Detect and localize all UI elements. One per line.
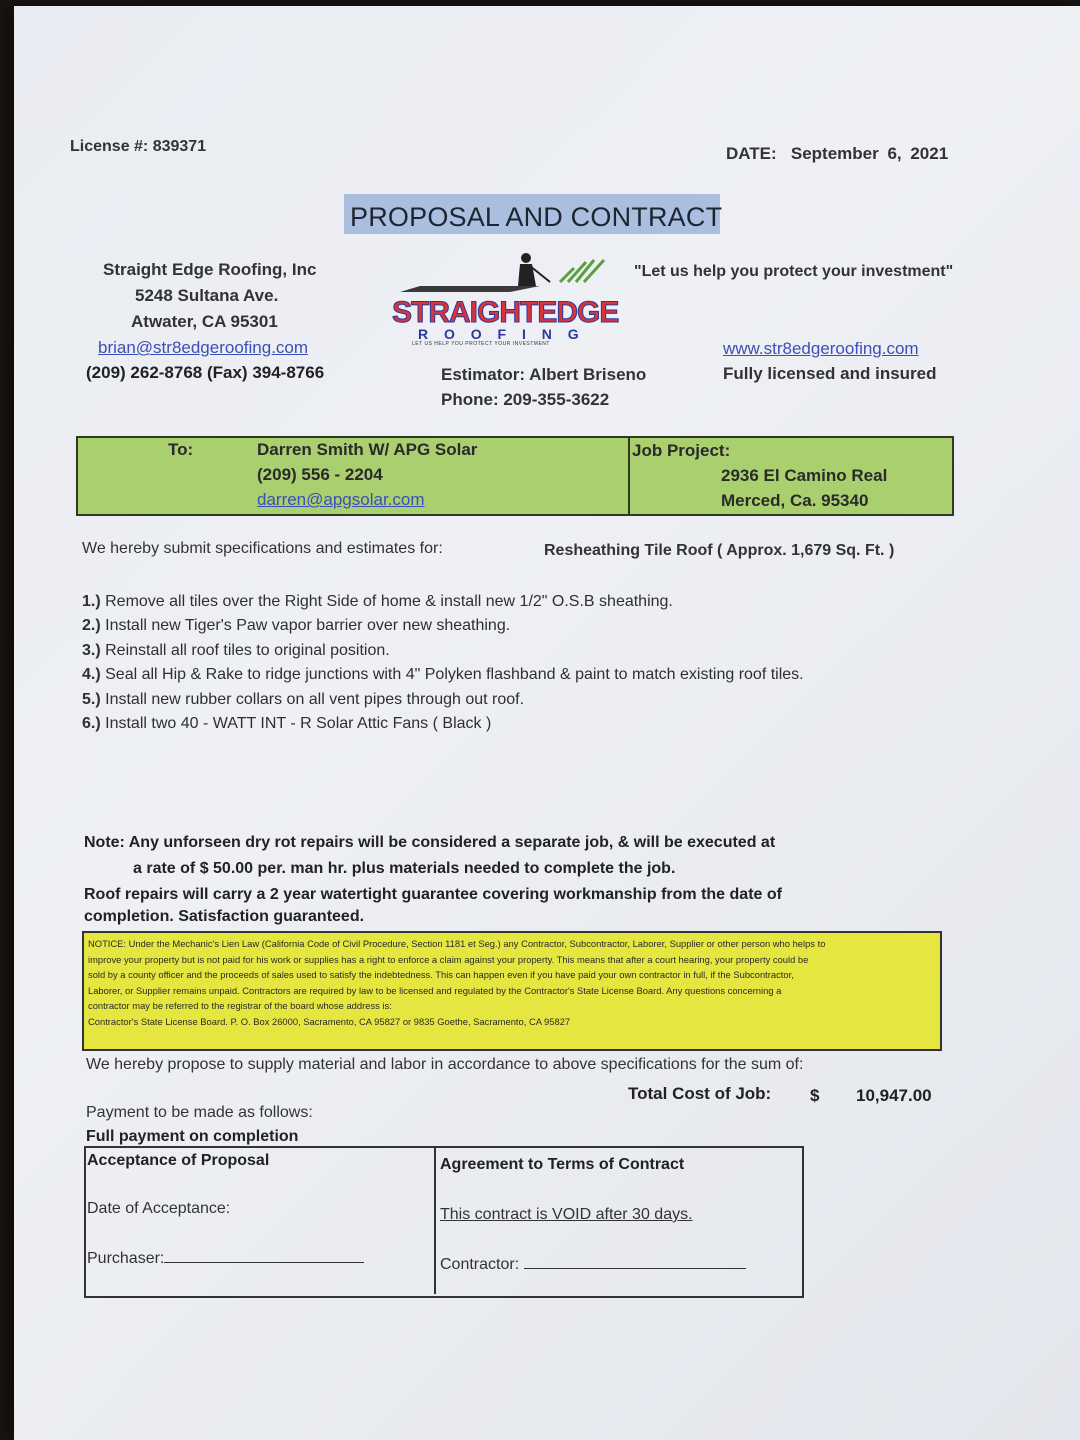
job-project-label: Job Project: <box>632 441 731 460</box>
spec-intro: We hereby submit specifications and estimates for: <box>82 540 443 557</box>
licensed-text: Fully licensed and insured <box>723 364 937 383</box>
currency-symbol: $ <box>810 1086 820 1105</box>
list-item: 1.) Remove all tiles over the Right Side of home & install new 1/2" O.S.B sheathing. <box>82 593 673 610</box>
license-number: License #: 839371 <box>70 138 207 155</box>
payment-terms: Full payment on completion <box>86 1128 299 1145</box>
lien-notice-line: NOTICE: Under the Mechanic's Lien Law (California Code of Civil Procedure, Section 1181 et Seg.) any Contractor, Subcontractor, Laborer, Supplier or other person who helps to <box>88 938 826 949</box>
logo-subtext: R O O F I N G <box>418 326 585 342</box>
logo-wordmark: STRAIGHTEDGE <box>392 296 619 329</box>
lien-notice-line: contractor may be referred to the registrar of the board whose address is: <box>88 1000 392 1011</box>
list-item: 5.) Install new rubber collars on all vent pipes through out roof. <box>82 690 525 708</box>
contractor-label: Contractor: <box>440 1256 520 1273</box>
acceptance-divider <box>434 1148 436 1294</box>
spec-list <box>82 590 804 736</box>
estimator-phone: Phone: 209-355-3622 <box>441 390 610 409</box>
agreement-title: Agreement to Terms of Contract <box>440 1156 685 1173</box>
purchaser-label: Purchaser: <box>87 1250 165 1267</box>
date-of-acceptance-label: Date of Acceptance: <box>87 1200 231 1217</box>
list-item: 2.) Install new Tiger's Paw vapor barrier over new sheathing. <box>82 617 511 635</box>
slogan: "Let us help you protect your investment" <box>634 263 954 280</box>
customer-name: Darren Smith W/ APG Solar <box>257 440 478 459</box>
date-value: September 6, 2021 <box>790 144 949 163</box>
list-item: 4.) Seal all Hip & Rake to ridge junctions with 4" Polyken flashband & paint to match existing roof tiles. <box>82 666 804 684</box>
lien-notice-line: Laborer, or Supplier remains unpaid. Contractors are required by law to be licensed and regulated by the Contractor's State License Board. Any questions concerning a <box>88 984 782 996</box>
company-city: Atwater, CA 95301 <box>131 312 278 331</box>
lien-notice-line: improve your property but is not paid for his work or supplies has a right to enforce a claim against your property. This means that after a court hearing, your property could be <box>88 953 809 965</box>
company-name: Straight Edge Roofing, Inc <box>103 260 317 279</box>
payment-label: Payment to be made as follows: <box>86 1104 313 1121</box>
to-label: To: <box>168 440 194 459</box>
note-line4: completion. Satisfaction guaranteed. <box>84 908 365 925</box>
estimator-name: Estimator: Albert Briseno <box>441 365 647 384</box>
lien-notice <box>82 931 942 1051</box>
lien-notice-line: sold by a county officer and the proceeds of sales used to satisfy the indebtedness. This can happen even if you have paid your own contractor in full, if the Subcontractor, <box>88 969 794 980</box>
proposal-document <box>14 6 1080 1440</box>
list-item: 6.) Install two 40 - WATT INT - R Solar Attic Fans ( Black ) <box>82 715 492 733</box>
note-line2: a rate of $ 50.00 per. man hr. plus materials needed to complete the job. <box>133 860 676 877</box>
date-label: DATE: <box>726 144 777 163</box>
total-label: Total Cost of Job: <box>628 1084 772 1103</box>
note-line1: Note: Any unforseen dry rot repairs will be considered a separate job, & will be executed at <box>84 834 776 851</box>
company-street: 5248 Sultana Ave. <box>135 286 279 305</box>
purchaser-signature-line[interactable] <box>164 1248 364 1263</box>
contractor-field[interactable] <box>440 1254 746 1274</box>
company-phone: (209) 262-8768 (Fax) 394-8766 <box>86 363 325 382</box>
date-line <box>726 144 948 164</box>
job-address-line1: 2936 El Camino Real <box>721 466 888 485</box>
total-amount: 10,947.00 <box>856 1086 932 1105</box>
lien-notice-line: Contractor's State License Board. P. O. Box 26000, Sacramento, CA 95827 or 9835 Goethe, Sacramento, CA 95827 <box>88 1015 571 1027</box>
customer-box-divider <box>628 436 630 516</box>
company-logo <box>390 246 630 348</box>
note-line3: Roof repairs will carry a 2 year watertight guarantee covering workmanship from the date of <box>84 886 782 903</box>
website-link[interactable]: www.str8edgeroofing.com <box>723 339 919 358</box>
list-item: 3.) Reinstall all roof tiles to original position. <box>82 641 390 659</box>
spec-job-title: Resheathing Tile Roof ( Approx. 1,679 Sq. Ft. ) <box>544 542 895 559</box>
contractor-signature-line[interactable] <box>524 1254 746 1269</box>
propose-statement: We hereby propose to supply material and labor in accordance to above specifications for the sum of: <box>86 1056 804 1073</box>
page-title: PROPOSAL AND CONTRACT <box>350 202 723 232</box>
void-notice: This contract is VOID after 30 days. <box>440 1206 693 1223</box>
customer-email-link[interactable]: darren@apgsolar.com <box>257 490 425 509</box>
company-email-link[interactable]: brian@str8edgeroofing.com <box>98 338 309 357</box>
job-address-line2: Merced, Ca. 95340 <box>721 491 869 510</box>
logo-tagline: LET US HELP YOU PROTECT YOUR INVESTMENT <box>412 341 550 347</box>
customer-phone: (209) 556 - 2204 <box>257 465 383 484</box>
purchaser-field[interactable] <box>87 1248 364 1268</box>
acceptance-title: Acceptance of Proposal <box>87 1152 270 1169</box>
